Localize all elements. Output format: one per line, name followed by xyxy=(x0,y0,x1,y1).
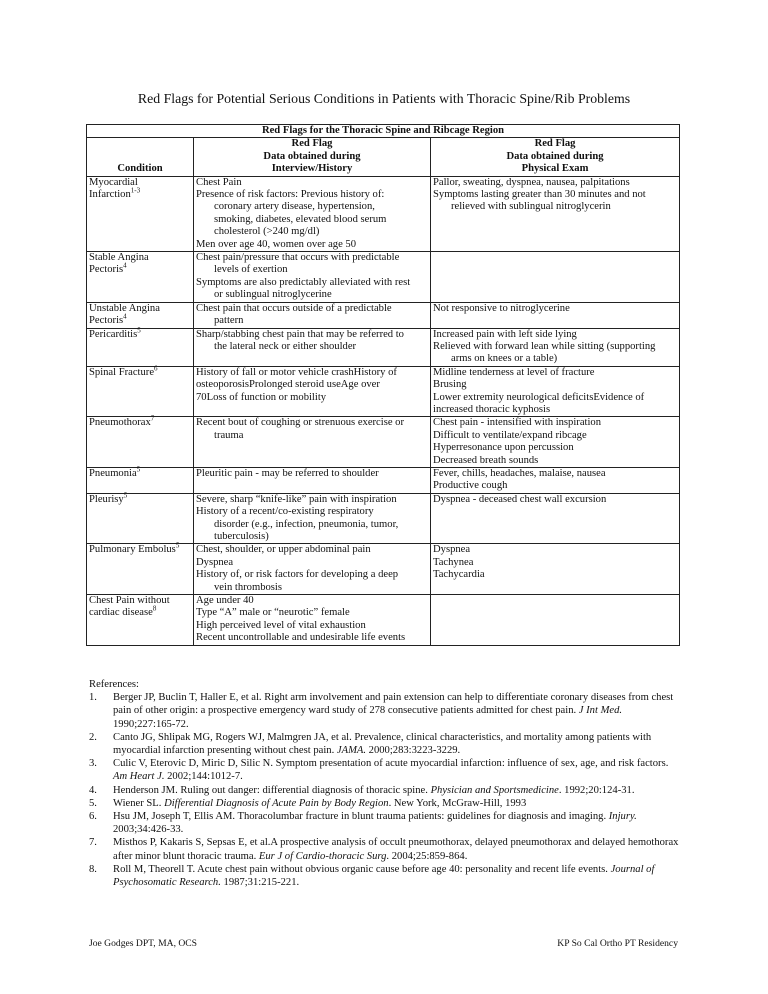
exam-line: Dyspnea - deceased chest wall excursion xyxy=(433,493,607,505)
reference-superscript: 6 xyxy=(154,364,158,373)
exam-line: Tachycardia xyxy=(433,569,485,581)
interview-line: or sublingual nitroglycerine xyxy=(214,289,332,301)
reference-superscript: 1-3 xyxy=(130,186,141,195)
reference-text: Canto JG, Shlipak MG, Rogers WJ, Malmgren JA, et al. Prevalence, clinical characteristics, and mortality among patients with myocardial infarction presenting without chest pain. xyxy=(113,731,652,757)
reference-superscript: 5 xyxy=(123,491,128,500)
condition-cell xyxy=(87,541,194,595)
exam-line: Productive cough xyxy=(433,480,508,492)
reference-text: 1990;227:165-72. xyxy=(113,718,189,730)
condition-cell xyxy=(87,595,194,646)
header-exam-line: Red Flag xyxy=(534,138,576,150)
interview-line: Age under 40 xyxy=(196,595,254,607)
reference-text: 2002;144:1012-7. xyxy=(164,771,243,783)
interview-line: History of fall or motor vehicle crashHistory of xyxy=(196,366,397,378)
condition-name: Pneumonia xyxy=(89,467,137,479)
reference-text: 2000;283:3223-3229. xyxy=(366,745,461,757)
exam-cell xyxy=(431,544,680,595)
reference-journal: Physician and Sportsmedicine xyxy=(430,784,559,796)
exam-line: Lower extremity neurological deficitsEvidence of xyxy=(433,391,645,403)
exam-line: Increased pain with left side lying xyxy=(433,328,577,340)
page-title: Red Flags for Potential Serious Conditions in Patients with Thoracic Spine/Rib Problems xyxy=(137,91,631,106)
exam-cell xyxy=(431,493,680,544)
exam-line: Pallor, sweating, dyspnea, nausea, palpitations xyxy=(433,176,630,188)
interview-line: History of a recent/co-existing respiratory xyxy=(196,506,374,518)
interview-line: levels of exertion xyxy=(214,264,288,276)
reference-journal: Am Heart J. xyxy=(113,771,165,783)
interview-line: Dyspnea xyxy=(196,556,234,568)
reference-text: . 1992;20:124-31. xyxy=(558,784,635,796)
condition-name: Pericarditis xyxy=(89,328,138,340)
reference-number: 7. xyxy=(89,837,97,849)
exam-cell xyxy=(431,417,680,468)
reference-text: Wiener SL. xyxy=(113,797,165,809)
reference-item xyxy=(89,784,684,797)
exam-line: Chest pain - intensified with inspiration xyxy=(433,417,602,429)
reference-item xyxy=(89,691,684,731)
table-row xyxy=(87,366,680,417)
interview-cell xyxy=(194,493,431,544)
reference-text: Hsu JM, Joseph T, Ellis AM. Thoracolumbar fracture in blunt trauma patients: guidelines for diagnosis and imaging. xyxy=(113,811,609,823)
interview-line: vein thrombosis xyxy=(214,581,282,593)
interview-cell xyxy=(194,544,431,595)
reference-text: Henderson JM. Ruling out danger: differential diagnosis of thoracic spine. xyxy=(113,784,431,796)
condition-line xyxy=(89,604,191,619)
footer-author: Joe Godges DPT, MA, OCS xyxy=(89,938,198,949)
condition-name: cardiac disease xyxy=(89,607,153,619)
references-list xyxy=(89,691,684,889)
exam-cell xyxy=(431,467,680,493)
exam-line: Not responsive to nitroglycerine xyxy=(433,302,570,314)
reference-journal: J Int Med. xyxy=(578,705,623,717)
exam-cell xyxy=(431,595,680,646)
interview-line: Sharp/stabbing chest pain that may be referred to xyxy=(196,328,404,340)
condition-name: Pectoris xyxy=(89,264,124,276)
reference-text: . 2004;25:859-864. xyxy=(386,850,468,862)
condition-line xyxy=(89,541,191,556)
reference-item xyxy=(89,810,684,836)
reference-journal: JAMA. xyxy=(336,745,367,757)
table-row xyxy=(87,417,680,468)
interview-cell xyxy=(194,176,431,251)
header-exam-line: Physical Exam xyxy=(521,163,589,175)
reference-text: 1987;31:215-221. xyxy=(220,877,300,889)
reference-item xyxy=(89,797,684,810)
reference-number: 1. xyxy=(89,692,97,704)
references-section xyxy=(89,678,684,889)
condition-line xyxy=(89,364,191,379)
interview-line: Chest, shoulder, or upper abdominal pain xyxy=(196,544,371,556)
condition-cell xyxy=(87,176,194,251)
interview-line: Men over age 40, women over age 50 xyxy=(196,238,357,250)
interview-line: Presence of risk factors: Previous history of: xyxy=(196,189,385,201)
reference-text: . New York, McGraw-Hill, 1993 xyxy=(388,797,527,809)
reference-text: Culic V, Eterovic D, Miric D, Silic N. Symptom presentation of acute myocardial infarction: influence of sex, age, and risk factors. xyxy=(113,758,669,770)
condition-name: Pulmonary Embolus xyxy=(89,544,176,556)
exam-line: Brusing xyxy=(433,379,467,391)
exam-line: increased thoracic kyphosis xyxy=(433,403,551,415)
interview-line: High perceived level of vital exhaustion xyxy=(196,619,366,631)
table-body xyxy=(87,176,680,645)
interview-cell xyxy=(194,595,431,646)
condition-name: Pneumothorax xyxy=(89,417,151,429)
condition-name: Myocardial xyxy=(89,176,138,188)
exam-cell xyxy=(431,366,680,417)
header-interview-line: Interview/History xyxy=(271,163,353,175)
condition-name: Stable Angina xyxy=(89,252,149,264)
interview-line: smoking, diabetes, elevated blood serum xyxy=(214,213,387,225)
condition-name: Pectoris xyxy=(89,315,124,327)
interview-line: Chest Pain xyxy=(196,176,242,188)
reference-superscript: 5 xyxy=(175,541,180,550)
exam-line: Symptoms lasting greater than 30 minutes and not xyxy=(433,189,646,201)
red-flags-table xyxy=(86,124,680,646)
exam-line: Decreased breath sounds xyxy=(433,454,539,466)
exam-cell xyxy=(431,176,680,251)
interview-cell xyxy=(194,302,431,328)
condition-line xyxy=(89,325,191,341)
reference-superscript: 8 xyxy=(152,604,157,613)
table-row xyxy=(87,493,680,544)
exam-line: Difficult to ventilate/expand ribcage xyxy=(433,429,587,441)
interview-line: cholesterol (>240 mg/dl) xyxy=(214,226,320,238)
reference-journal: Differential Diagnosis of Acute Pain by Body Region xyxy=(164,797,389,809)
reference-superscript: 5 xyxy=(136,465,141,474)
table-row xyxy=(87,302,680,328)
exam-line: Relieved with forward lean while sitting (supporting xyxy=(433,340,656,352)
reference-superscript: 5 xyxy=(137,325,141,334)
interview-cell xyxy=(194,252,431,303)
interview-line: the lateral neck or either shoulder xyxy=(214,340,357,352)
table-row xyxy=(87,252,680,303)
exam-line: relieved with sublingual nitroglycerin xyxy=(451,201,611,213)
interview-cell xyxy=(194,328,431,366)
reference-journal: Injury. xyxy=(608,811,637,823)
interview-line: Recent uncontrollable and undesirable life events xyxy=(196,632,406,644)
condition-cell xyxy=(87,366,194,417)
condition-name: Spinal Fracture xyxy=(89,366,155,378)
reference-item xyxy=(89,836,684,862)
exam-line: Hyperresonance upon percussion xyxy=(433,442,574,454)
table-header-span: Red Flags for the Thoracic Spine and Ribcage Region xyxy=(87,125,680,138)
interview-line: disorder (e.g., infection, pneumonia, tumor, xyxy=(214,518,399,530)
reference-number: 6. xyxy=(89,811,97,823)
reference-number: 5. xyxy=(89,797,97,809)
table-row xyxy=(87,176,680,251)
interview-line: Chest pain that occurs outside of a predictable xyxy=(196,302,392,314)
references-heading: References: xyxy=(89,679,139,690)
exam-line: Tachynea xyxy=(433,556,474,568)
reference-text: 2003;34:426-33. xyxy=(113,824,184,836)
header-condition xyxy=(87,138,194,176)
header-interview-line: Red Flag xyxy=(291,138,333,150)
interview-line: 70Loss of function or mobility xyxy=(196,391,327,403)
interview-line: osteoporosisProlonged steroid useAge over xyxy=(196,379,380,391)
condition-line xyxy=(89,491,191,506)
reference-superscript: 7 xyxy=(150,414,155,423)
table-row xyxy=(87,328,680,366)
interview-cell xyxy=(194,366,431,417)
exam-line: Dyspnea xyxy=(433,544,471,556)
reference-journal: Journal of Psychosomatic Research. xyxy=(113,863,655,889)
condition-cell xyxy=(87,252,194,303)
footer-program: KP So Cal Ortho PT Residency xyxy=(557,938,678,949)
exam-cell xyxy=(431,252,680,303)
interview-line: coronary artery disease, hypertension, xyxy=(214,201,375,213)
condition-line xyxy=(89,261,191,276)
reference-journal: Eur J of Cardio-thoracic Surg xyxy=(258,850,387,862)
interview-line: Symptoms are also predictably alleviated with rest xyxy=(196,276,411,288)
condition-name: Infarction xyxy=(89,189,131,201)
interview-line: Severe, sharp “knife-like” pain with inspiration xyxy=(196,493,397,505)
reference-text: Roll M, Theorell T. Acute chest pain without obvious organic cause before age 40: personality and recent life events. xyxy=(113,863,611,875)
reference-number: 3. xyxy=(89,758,97,770)
header-condition-label: Condition xyxy=(117,163,163,175)
header-exam xyxy=(431,138,680,176)
table-row xyxy=(87,595,680,646)
condition-name: Pleurisy xyxy=(89,493,124,505)
condition-name: Chest Pain without xyxy=(89,595,170,607)
reference-number: 8. xyxy=(89,863,97,875)
condition-line xyxy=(89,465,191,480)
exam-line: arms on knees or a table) xyxy=(451,353,558,365)
table-row xyxy=(87,467,680,493)
condition-line xyxy=(89,186,191,201)
interview-line: Pleuritic pain - may be referred to shoulder xyxy=(196,467,379,479)
condition-name: Unstable Angina xyxy=(89,302,160,314)
interview-line: Chest pain/pressure that occurs with predictable xyxy=(196,252,400,264)
interview-line: pattern xyxy=(214,315,244,327)
table-row xyxy=(87,544,680,595)
exam-line: Fever, chills, headaches, malaise, nausea xyxy=(433,467,606,479)
exam-cell xyxy=(431,328,680,366)
reference-text: Misthos P, Kakaris S, Sepsas E, et al.A prospective analysis of occult pneumothorax, delayed pneumothorax and delayed hemothorax after minor blunt thoracic trauma. xyxy=(113,837,679,862)
interview-line: trauma xyxy=(214,429,244,441)
condition-line xyxy=(89,414,191,429)
reference-item xyxy=(89,731,684,757)
condition-cell xyxy=(87,325,194,366)
reference-text: Berger JP, Buclin T, Haller E, et al. Right arm involvement and pain extension can help to differentiate coronary diseases from chest pain of other origin: a prospective emergency ward study of 278 consecutive patients admitted for chest pain. xyxy=(113,692,674,717)
interview-cell xyxy=(194,467,431,493)
interview-line: tuberculosis) xyxy=(214,531,269,542)
reference-item xyxy=(89,863,684,889)
header-interview xyxy=(194,138,431,176)
condition-cell xyxy=(87,493,194,544)
condition-cell xyxy=(87,414,194,468)
exam-line: Midline tenderness at level of fracture xyxy=(433,366,595,378)
reference-item xyxy=(89,757,684,783)
reference-number: 2. xyxy=(89,731,97,743)
condition-cell xyxy=(87,302,194,328)
interview-line: Recent bout of coughing or strenuous exercise or xyxy=(196,417,404,429)
reference-superscript: 4 xyxy=(123,261,127,270)
condition-cell xyxy=(87,467,194,493)
reference-superscript: 4 xyxy=(123,312,127,321)
interview-line: History of, or risk factors for developing a deep xyxy=(196,569,399,581)
reference-number: 4. xyxy=(89,784,97,796)
exam-cell xyxy=(431,302,680,328)
header-interview-line: Data obtained during xyxy=(263,150,361,162)
interview-cell xyxy=(194,417,431,468)
header-exam-line: Data obtained during xyxy=(506,150,604,162)
interview-line: Type “A” male or “neurotic” female xyxy=(196,607,350,619)
